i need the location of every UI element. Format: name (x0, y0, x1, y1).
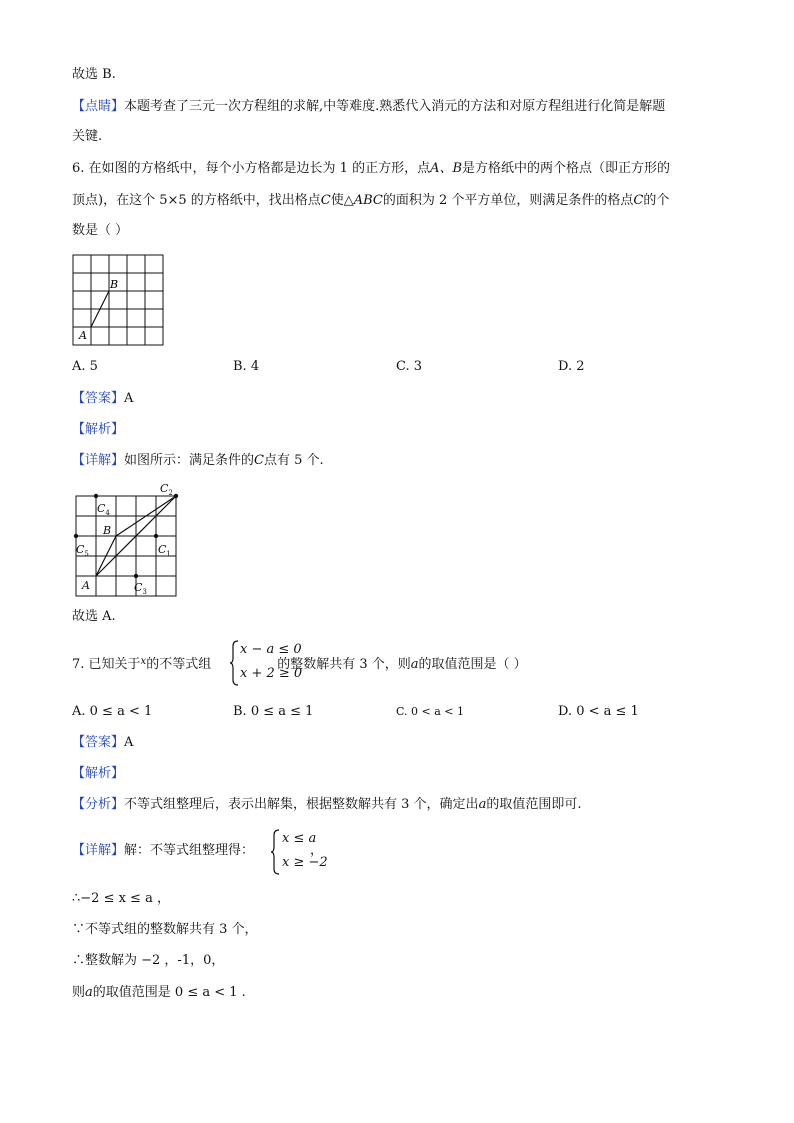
fenxi-text: 的取值范围即可. (486, 797, 582, 812)
label-a2: A (82, 579, 90, 592)
q6-stem-line2 (72, 192, 669, 210)
var-a: a (478, 797, 487, 812)
label-c5: $C_5$ (76, 543, 89, 558)
q7-detail-system-line1: x ≤ a (282, 831, 317, 846)
q7-option-a: A. 0 ≤ a < 1 (72, 704, 153, 719)
q7-option-b: B. 0 ≤ a ≤ 1 (233, 704, 314, 719)
var-abc: ABC (353, 193, 383, 208)
q7-system-brace (229, 640, 239, 686)
q6-text: 6. 在如图的方格纸中，每个小方格都是边长为 1 的正方形，点 (72, 161, 431, 176)
label-b2: B (103, 524, 112, 537)
detail-text: 点有 5 个. (263, 453, 324, 468)
q7-option-c: C. 0 < a < 1 (396, 705, 464, 718)
q6-text: 使△ (330, 193, 354, 208)
q6-grid-figure (72, 254, 164, 346)
point-c3 (134, 574, 138, 578)
point-c1 (154, 534, 158, 538)
fenxi-tag: 【分析】 (72, 797, 125, 812)
q6-choose-line: 故选 A. (72, 609, 116, 624)
answer-value: A (124, 391, 134, 406)
detail-text: 如图所示：满足条件的 (124, 453, 255, 468)
var-a: a (85, 985, 93, 1000)
detail-text: ， (310, 843, 324, 858)
detail-text: 解：不等式组整理得： (124, 843, 255, 858)
var-c: C (633, 193, 644, 208)
q6-text: 的面积为 2 个平方单位，则满足条件的格点 (382, 193, 634, 208)
q6-text: 是方格纸中的两个格点（即正方形的 (462, 161, 671, 176)
detail-tag: 【详解】 (72, 843, 125, 858)
q6-option-b: B. 4 (233, 359, 260, 374)
q7-step2: ∵不等式组的整数解共有 3 个， (72, 922, 258, 937)
q6-option-c: C. 3 (396, 359, 423, 374)
q6-option-d: D. 2 (558, 359, 585, 374)
detail-tag: 【详解】 (72, 453, 125, 468)
var-c: C (320, 193, 331, 208)
step-text: 的取值范围是 0 ≤ a < 1 . (92, 985, 246, 1000)
q6-answer-line (72, 390, 133, 408)
q6-option-a: A. 5 (72, 359, 98, 374)
q7-text: 的整数解共有 3 个，则 (277, 657, 411, 672)
comment-text: 本题考查了三元一次方程组的求解,中等难度.熟悉代入消元的方法和对原方程组进行化简是解题 (124, 99, 666, 114)
var-ab: A、B (430, 161, 463, 176)
q6-stem-line1 (72, 160, 670, 178)
q7-text: 的不等式组 (146, 657, 212, 672)
q7-text: 7. 已知关于 (72, 657, 141, 672)
q7-step3: ∴整数解为 −2 ，-1，0， (72, 953, 225, 968)
q7-text: 的取值范围是（ ） (418, 657, 527, 672)
q7-system-line2: x + 2 ≥ 0 (240, 666, 303, 681)
q6-text: 顶点)，在这个 5×5 的方格纸中，找出格点 (72, 193, 321, 208)
q7-step1: ∴−2 ≤ x ≤ a ， (72, 891, 170, 906)
point-c4 (94, 494, 98, 498)
point-c2 (174, 494, 178, 498)
q7-option-d: D. 0 < a ≤ 1 (558, 704, 639, 719)
answer-tag: 【答案】 (72, 735, 125, 750)
answer-value: A (124, 735, 134, 750)
label-b: B (110, 278, 119, 291)
q7-fenxi-line (72, 796, 581, 814)
fenxi-text: 不等式组整理后，表示出解集，根据整数解共有 3 个，确定出 (124, 797, 479, 812)
step-text: 则 (72, 985, 86, 1000)
q6-analysis-tag: 【解析】 (72, 422, 125, 437)
label-a: A (79, 329, 87, 342)
q7-system-line1: x − a ≤ 0 (240, 642, 302, 657)
comment-line-2: 关键. (72, 129, 103, 144)
comment-line (72, 98, 665, 116)
comment-tag: 【点睛】 (72, 99, 125, 114)
var-c: C (254, 453, 264, 468)
conclusion-line: 故选 B. (72, 67, 116, 82)
label-c3: $C_3$ (134, 581, 147, 596)
point-c5 (74, 534, 78, 538)
label-c1: $C_1$ (158, 543, 171, 558)
q7-analysis-tag: 【解析】 (72, 766, 125, 781)
q6-detail-line (72, 452, 324, 470)
q6-solution-figure (72, 478, 184, 600)
label-c4: $C_4$ (97, 502, 110, 517)
q7-step4 (72, 984, 246, 1002)
q6-text: 的个 (643, 193, 670, 208)
var-x: x (140, 656, 147, 667)
answer-tag: 【答案】 (72, 391, 125, 406)
q7-detail-brace (270, 829, 280, 875)
var-a: a (410, 657, 419, 672)
q6-stem-line3: 数是（ ） (72, 223, 129, 238)
label-c2: $C_2$ (160, 482, 173, 497)
q7-detail-system-line2: x ≥ −2 (282, 855, 328, 870)
q7-answer-line (72, 734, 133, 752)
